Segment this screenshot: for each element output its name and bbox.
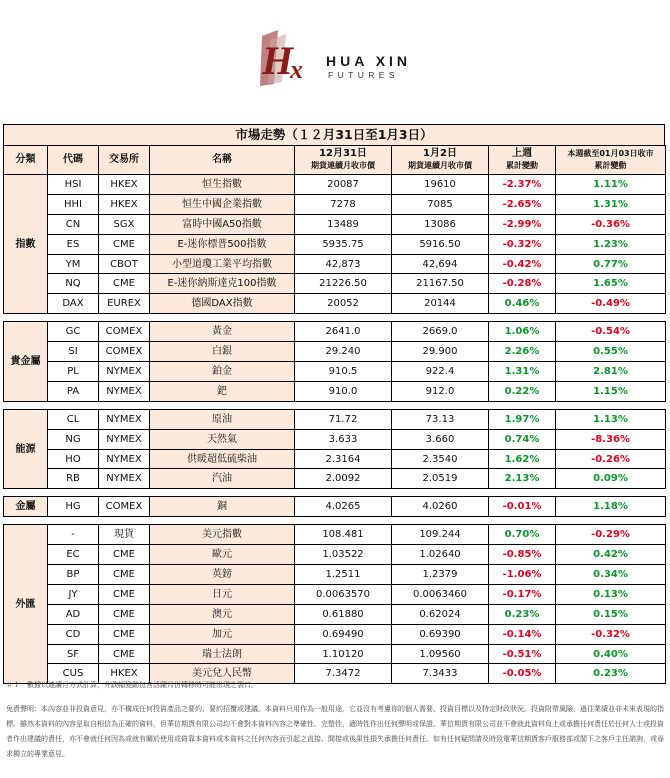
group-spacer-cell	[4, 401, 666, 409]
table-body	[4, 175, 666, 684]
ytd-cell: 2.81%	[556, 362, 666, 382]
d2-cell: 29.900	[392, 342, 489, 362]
week-cell: 2.26%	[489, 342, 556, 362]
d2-cell: 20144	[392, 294, 489, 314]
d1-cell: 108.481	[295, 525, 392, 545]
d1-cell: 3.633	[295, 429, 392, 449]
table-row	[4, 194, 666, 214]
d2-cell: 4.0260	[392, 497, 489, 517]
header-week-label: 上週	[512, 148, 532, 159]
table-row	[4, 429, 666, 449]
name-cell: E-迷你標普500指數	[150, 234, 295, 254]
week-cell: -0.32%	[489, 234, 556, 254]
week-cell: -0.28%	[489, 274, 556, 294]
header-date2	[392, 146, 489, 175]
table-header-row	[4, 146, 666, 175]
ytd-cell: -8.36%	[556, 429, 666, 449]
ytd-cell: 0.55%	[556, 342, 666, 362]
name-cell: 德國DAX指數	[150, 294, 295, 314]
group-spacer	[4, 314, 666, 322]
d2-cell: 0.0063460	[392, 584, 489, 604]
table-row	[4, 525, 666, 545]
name-cell: 富時中國A50指數	[150, 214, 295, 234]
d1-cell: 0.61880	[295, 604, 392, 624]
table-row	[4, 294, 666, 314]
d1-cell: 13489	[295, 214, 392, 234]
ytd-cell: 1.13%	[556, 409, 666, 429]
name-cell: 日元	[150, 584, 295, 604]
name-cell: 天然氣	[150, 429, 295, 449]
code-cell: AD	[48, 604, 99, 624]
code-cell: HO	[48, 449, 99, 469]
d1-cell: 1.03522	[295, 545, 392, 565]
group-spacer-cell	[4, 489, 666, 497]
exchange-cell: CME	[99, 644, 150, 664]
week-cell: 1.97%	[489, 409, 556, 429]
d1-cell: 4.0265	[295, 497, 392, 517]
ytd-cell: 0.40%	[556, 644, 666, 664]
name-cell: 澳元	[150, 604, 295, 624]
code-cell: JY	[48, 584, 99, 604]
d2-cell: 42,694	[392, 254, 489, 274]
d1-cell: 2.3164	[295, 449, 392, 469]
header-date2-sub: 期貨連續月收市價	[408, 161, 472, 170]
name-cell: 原油	[150, 409, 295, 429]
d2-cell: 922.4	[392, 362, 489, 382]
hx-logo-icon	[256, 26, 318, 90]
code-cell: BP	[48, 565, 99, 585]
ytd-cell: 0.15%	[556, 604, 666, 624]
week-cell: 0.70%	[489, 525, 556, 545]
name-cell: 美元兌人民幣	[150, 664, 295, 684]
logo-name: HUA XIN	[326, 53, 412, 69]
code-cell: SF	[48, 644, 99, 664]
week-cell: -1.06%	[489, 565, 556, 585]
market-table-section	[3, 124, 665, 684]
ytd-cell: -0.29%	[556, 525, 666, 545]
week-cell: 0.23%	[489, 604, 556, 624]
d1-cell: 7.3472	[295, 664, 392, 684]
table-row	[4, 545, 666, 565]
ytd-cell: 0.13%	[556, 584, 666, 604]
header-date1-sub: 期貨連續月收市價	[311, 161, 375, 170]
week-cell: 1.62%	[489, 449, 556, 469]
name-cell: 加元	[150, 624, 295, 644]
header-week-sub: 累計變動	[506, 161, 538, 170]
table-title: 市場走勢（１２月31日至1月3日）	[3, 124, 665, 145]
table-row	[4, 175, 666, 195]
table-row	[4, 254, 666, 274]
exchange-cell: SGX	[99, 214, 150, 234]
disclaimer: 免責聲明：本內容並非投資意見，亦不構成任何投資產品之要約、要約招攬或建議。本資料只用作為一般用途，它並沒有考慮你的個人需要、投資目標以及特定財政狀況。投資附帶風險，過往業績並非未來表現的指標。雖然本資料的內容是取自相信為正確的資料，但華信期貨有限公司均不會對本資料內容之準確性、完整性、適時性作出任何聲明或保證。華信期貨有限公司並不會就此資料負上或承擔任何責任於任何人士或投資者作出建議的責任，亦不會就任何因為或就有關於使用或倚靠本資料或本資料之任何內容而引起之直接、間接或後果性損失承擔任何責任。如有任何疑問請及時致電華信期貨客戶服務部或閣下之客戶主任諮詢，或尋求獨立的專業意見。	[6, 705, 664, 758]
ytd-cell: 1.31%	[556, 194, 666, 214]
code-cell: HG	[48, 497, 99, 517]
exchange-cell: CME	[99, 545, 150, 565]
d1-cell: 910.0	[295, 381, 392, 401]
code-cell: YM	[48, 254, 99, 274]
week-cell: 0.46%	[489, 294, 556, 314]
week-cell: 2.13%	[489, 469, 556, 489]
ytd-cell: 1.23%	[556, 234, 666, 254]
week-cell: -0.01%	[489, 497, 556, 517]
exchange-cell: HKEX	[99, 175, 150, 195]
code-cell: CN	[48, 214, 99, 234]
ytd-cell: -0.32%	[556, 624, 666, 644]
ytd-cell: 0.77%	[556, 254, 666, 274]
table-row	[4, 449, 666, 469]
name-cell: E-迷你納斯達克100指數	[150, 274, 295, 294]
code-cell: CD	[48, 624, 99, 644]
header-name: 名稱	[150, 146, 295, 175]
d2-cell: 5916.50	[392, 234, 489, 254]
ytd-cell: -0.36%	[556, 214, 666, 234]
d2-cell: 109.244	[392, 525, 489, 545]
d1-cell: 2641.0	[295, 322, 392, 342]
table-row	[4, 409, 666, 429]
code-cell: NQ	[48, 274, 99, 294]
code-cell: EC	[48, 545, 99, 565]
table-row	[4, 584, 666, 604]
week-cell: -0.05%	[489, 664, 556, 684]
code-cell: ES	[48, 234, 99, 254]
week-cell: 0.22%	[489, 381, 556, 401]
svg-text:H: H	[262, 38, 294, 83]
week-cell: 1.06%	[489, 322, 556, 342]
category-cell: 能源	[4, 409, 48, 489]
week-cell: -2.37%	[489, 175, 556, 195]
code-cell: HHI	[48, 194, 99, 214]
table-row	[4, 381, 666, 401]
exchange-cell: NYMEX	[99, 469, 150, 489]
code-cell: PL	[48, 362, 99, 382]
code-cell: NG	[48, 429, 99, 449]
d1-cell: 5935.75	[295, 234, 392, 254]
code-cell: CUS	[48, 664, 99, 684]
ytd-cell: -0.26%	[556, 449, 666, 469]
category-cell: 貴金屬	[4, 322, 48, 402]
name-cell: 英鎊	[150, 565, 295, 585]
d2-cell: 1.02640	[392, 545, 489, 565]
d1-cell: 71.72	[295, 409, 392, 429]
name-cell: 汽油	[150, 469, 295, 489]
d2-cell: 1.09560	[392, 644, 489, 664]
category-cell: 金屬	[4, 497, 48, 517]
name-cell: 黃金	[150, 322, 295, 342]
ytd-cell: 1.18%	[556, 497, 666, 517]
group-spacer	[4, 401, 666, 409]
ytd-cell: -0.49%	[556, 294, 666, 314]
code-cell: PA	[48, 381, 99, 401]
d1-cell: 0.0063570	[295, 584, 392, 604]
exchange-cell: COMEX	[99, 342, 150, 362]
exchange-cell: HKEX	[99, 664, 150, 684]
header-date2-label: 1月2日	[423, 148, 457, 159]
exchange-cell: 現貨	[99, 525, 150, 545]
header-code: 代碼	[48, 146, 99, 175]
exchange-cell: EUREX	[99, 294, 150, 314]
d2-cell: 0.69390	[392, 624, 489, 644]
d1-cell: 7278	[295, 194, 392, 214]
ytd-cell: 0.09%	[556, 469, 666, 489]
ytd-cell: 0.34%	[556, 565, 666, 585]
exchange-cell: CME	[99, 565, 150, 585]
category-cell: 指數	[4, 175, 48, 314]
exchange-cell: CBOT	[99, 254, 150, 274]
header-week	[489, 146, 556, 175]
exchange-cell: CME	[99, 624, 150, 644]
table-row	[4, 604, 666, 624]
header-ytd-sub: 累計變動	[594, 161, 627, 170]
category-cell: 外匯	[4, 525, 48, 684]
d2-cell: 912.0	[392, 381, 489, 401]
d2-cell: 2669.0	[392, 322, 489, 342]
footnote: ＃１ 數據以連續月方式計算，升跌幅變動包含活躍月份轉移時可能出現之裂口。	[6, 681, 258, 689]
exchange-cell: COMEX	[99, 497, 150, 517]
ytd-cell: 1.15%	[556, 381, 666, 401]
exchange-cell: NYMEX	[99, 381, 150, 401]
d2-cell: 7.3433	[392, 664, 489, 684]
week-cell: -0.51%	[489, 644, 556, 664]
exchange-cell: CME	[99, 604, 150, 624]
table-row	[4, 497, 666, 517]
market-table	[3, 145, 666, 684]
table-row	[4, 469, 666, 489]
table-row	[4, 274, 666, 294]
week-cell: -0.17%	[489, 584, 556, 604]
ytd-cell: -0.54%	[556, 322, 666, 342]
group-spacer	[4, 517, 666, 525]
name-cell: 供暖超低硫柴油	[150, 449, 295, 469]
d2-cell: 19610	[392, 175, 489, 195]
d1-cell: 21226.50	[295, 274, 392, 294]
d2-cell: 2.3540	[392, 449, 489, 469]
week-cell: 1.31%	[489, 362, 556, 382]
d1-cell: 1.2511	[295, 565, 392, 585]
exchange-cell: NYMEX	[99, 449, 150, 469]
d1-cell: 20052	[295, 294, 392, 314]
week-cell: -2.99%	[489, 214, 556, 234]
name-cell: 美元指數	[150, 525, 295, 545]
header-category: 分類	[4, 146, 48, 175]
exchange-cell: NYMEX	[99, 429, 150, 449]
name-cell: 鉑金	[150, 362, 295, 382]
group-spacer	[4, 489, 666, 497]
table-row	[4, 565, 666, 585]
exchange-cell: NYMEX	[99, 362, 150, 382]
table-row	[4, 342, 666, 362]
d1-cell: 20087	[295, 175, 392, 195]
header-ytd	[556, 146, 666, 175]
header-ytd-label: 本週截至01月03日收市	[567, 149, 654, 158]
week-cell: -0.14%	[489, 624, 556, 644]
code-cell: CL	[48, 409, 99, 429]
d1-cell: 2.0092	[295, 469, 392, 489]
d1-cell: 0.69490	[295, 624, 392, 644]
d2-cell: 2.0519	[392, 469, 489, 489]
name-cell: 鈀	[150, 381, 295, 401]
exchange-cell: NYMEX	[99, 409, 150, 429]
name-cell: 銅	[150, 497, 295, 517]
exchange-cell: CME	[99, 234, 150, 254]
code-cell: SI	[48, 342, 99, 362]
table-row	[4, 624, 666, 644]
week-cell: -0.85%	[489, 545, 556, 565]
header-date1	[295, 146, 392, 175]
group-spacer-cell	[4, 314, 666, 322]
group-spacer-cell	[4, 517, 666, 525]
d2-cell: 3.660	[392, 429, 489, 449]
exchange-cell: CME	[99, 584, 150, 604]
logo-subtitle: FUTURES	[328, 70, 399, 80]
week-cell: -0.42%	[489, 254, 556, 274]
name-cell: 恒生指數	[150, 175, 295, 195]
d2-cell: 0.62024	[392, 604, 489, 624]
exchange-cell: CME	[99, 274, 150, 294]
table-row	[4, 362, 666, 382]
ytd-cell: 0.42%	[556, 545, 666, 565]
ytd-cell: 0.23%	[556, 664, 666, 684]
svg-text:x: x	[290, 55, 303, 84]
d2-cell: 7085	[392, 194, 489, 214]
d1-cell: 42,873	[295, 254, 392, 274]
d2-cell: 1.2379	[392, 565, 489, 585]
d1-cell: 1.10120	[295, 644, 392, 664]
code-cell: RB	[48, 469, 99, 489]
table-row	[4, 322, 666, 342]
table-row	[4, 644, 666, 664]
d2-cell: 13086	[392, 214, 489, 234]
d1-cell: 29.240	[295, 342, 392, 362]
ytd-cell: 1.11%	[556, 175, 666, 195]
table-row	[4, 214, 666, 234]
d2-cell: 73.13	[392, 409, 489, 429]
d2-cell: 21167.50	[392, 274, 489, 294]
table-row	[4, 234, 666, 254]
ytd-cell: 1.65%	[556, 274, 666, 294]
header-date1-label: 12月31日	[319, 148, 367, 159]
d1-cell: 910.5	[295, 362, 392, 382]
exchange-cell: COMEX	[99, 322, 150, 342]
code-cell: -	[48, 525, 99, 545]
code-cell: HSI	[48, 175, 99, 195]
week-cell: -2.65%	[489, 194, 556, 214]
exchange-cell: HKEX	[99, 194, 150, 214]
week-cell: 0.74%	[489, 429, 556, 449]
company-logo	[246, 26, 446, 96]
code-cell: DAX	[48, 294, 99, 314]
name-cell: 白銀	[150, 342, 295, 362]
name-cell: 歐元	[150, 545, 295, 565]
code-cell: GC	[48, 322, 99, 342]
name-cell: 瑞士法朗	[150, 644, 295, 664]
name-cell: 小型道瓊工業平均指數	[150, 254, 295, 274]
header-exchange: 交易所	[99, 146, 150, 175]
name-cell: 恒生中國企業指數	[150, 194, 295, 214]
